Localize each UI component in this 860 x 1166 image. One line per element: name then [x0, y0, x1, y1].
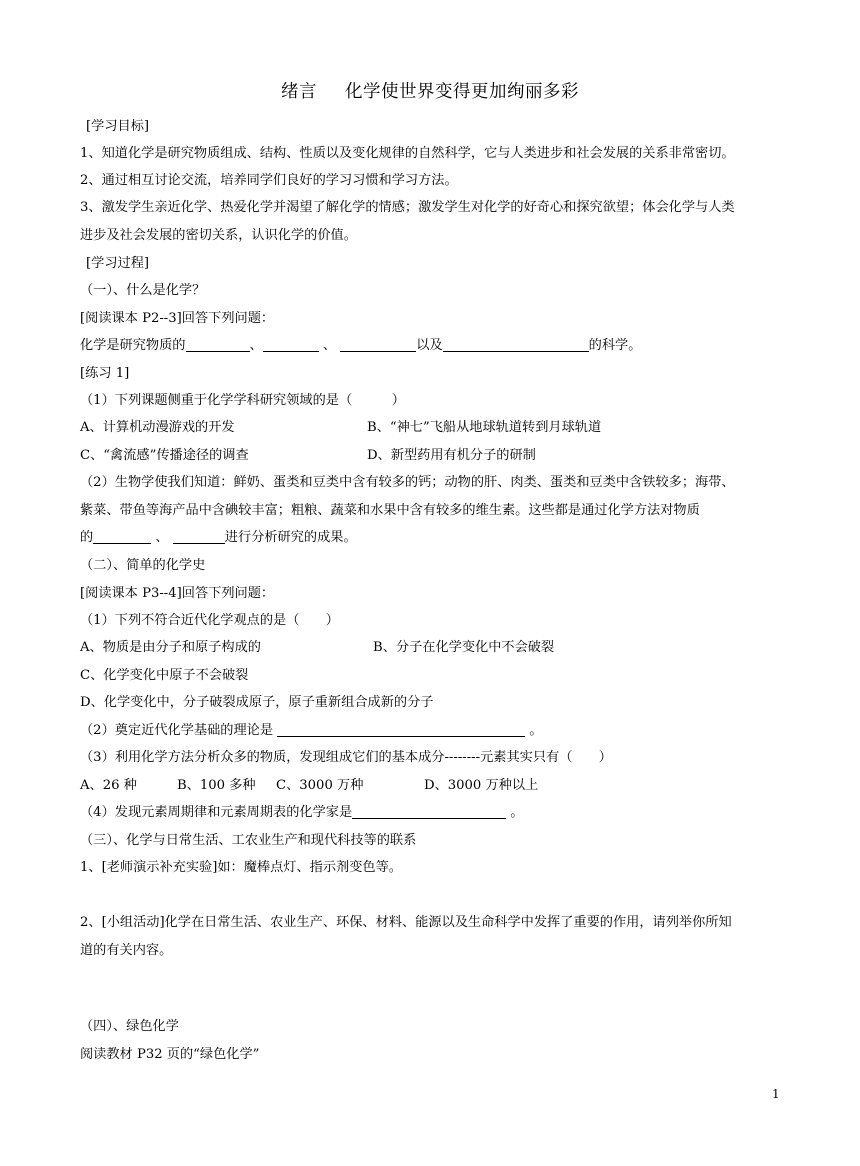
q2-text-pre: 的	[80, 530, 94, 545]
ex1-question-2-line-2: 紫菜、带鱼等海产品中含碘较丰富；粗粮、蔬菜和水果中含有较多的维生素。这些都是通过化学方法对物质	[80, 503, 700, 518]
fill-in-text-b: 以及	[416, 338, 443, 353]
fill-in-text-a: 化学是研究物质的	[80, 338, 186, 353]
title-main: 化学使世界变得更加绚丽多彩	[345, 82, 579, 102]
s2-q3-option-d: D、3000 万种以上	[424, 778, 539, 793]
blank-2[interactable]	[263, 336, 319, 352]
blank-4[interactable]	[443, 336, 589, 352]
process-heading: [学习过程]	[86, 256, 150, 271]
exercise-1-label: [练习 1]	[80, 366, 130, 381]
q2-sep: 、	[151, 530, 173, 545]
s2-question-4	[80, 803, 524, 823]
ex1-q1-option-b: B、“神七”飞船从地球轨道转到月球轨道	[367, 420, 602, 435]
s4-reading: 阅读教材 P32 页的“绿色化学”	[80, 1047, 260, 1062]
ex1-q1-option-d: D、新型药用有机分子的研制	[367, 448, 536, 463]
blank-3[interactable]	[340, 336, 416, 352]
s2-q1-option-c: C、化学变化中原子不会破裂	[80, 668, 249, 683]
ex1-q1-options-row-1	[80, 418, 602, 438]
ex1-question-1: （1）下列课题侧重于化学学科研究领域的是（ ）	[80, 393, 405, 408]
section-3-heading: （三）、化学与日常生活、工农业生产和现代科技等的联系	[80, 833, 417, 848]
ex1-q1-options-row-2	[80, 446, 536, 466]
q2-text-post: 进行分析研究的成果。	[224, 530, 357, 545]
s2-q2-text: （2）奠定近代化学基础的理论是	[80, 723, 278, 738]
s2-q1-option-a: A、物质是由分子和原子构成的	[80, 640, 261, 655]
section-1-reading: [阅读课本 P2--3]回答下列问题：	[80, 311, 275, 326]
blank-6[interactable]	[173, 528, 225, 544]
section-1-heading: （一）、什么是化学？	[80, 283, 206, 298]
section-2-reading: [阅读课本 P3--4]回答下列问题：	[80, 586, 275, 601]
fill-in-text-c: 的科学。	[588, 338, 642, 353]
goal-3-line-1: 3、激发学生亲近化学、热爱化学并渴望了解化学的情感；激发学生对化学的好奇心和探究欲望；体会化学与人类	[80, 200, 735, 215]
s2-q2-end: 。	[525, 723, 543, 738]
s2-question-1: （1）下列不符合近代化学观点的是（ ）	[80, 613, 339, 628]
s2-q1-options-row-1	[80, 638, 555, 658]
s2-q4-text: （4）发现元素周期律和元素周期表的化学家是	[80, 805, 353, 820]
ex1-q1-option-c: C、“禽流感”传播途径的调查	[80, 448, 249, 463]
s2-q4-end: 。	[506, 805, 524, 820]
s3-item-2-line-1: 2、[小组活动]化学在日常生活、农业生产、环保、材料、能源以及生命科学中发挥了重要的作用，请列举你所知	[80, 915, 732, 930]
ex1-question-2-line-1: （2）生物学使我们知道：鲜奶、蛋类和豆类中含有较多的钙；动物的肝、肉类、蛋类和豆类中含铁较多；海带、	[80, 475, 735, 490]
blank-7[interactable]	[277, 721, 525, 737]
s2-q1-option-b: B、分子在化学变化中不会破裂	[373, 640, 555, 655]
s3-item-2-line-2: 道的有关内容。	[80, 943, 173, 958]
s2-q3-option-c: C、3000 万种	[276, 778, 364, 793]
s2-q3-options	[80, 776, 539, 796]
ex1-q1-option-a: A、计算机动漫游戏的开发	[80, 420, 235, 435]
s3-item-1: 1、[老师演示补充实验]如：魔棒点灯、指示剂变色等。	[80, 860, 402, 875]
goals-heading: [学习目标]	[86, 119, 150, 134]
s2-q3-option-a: A、26 种	[80, 778, 137, 793]
section-4-heading: （四）、绿色化学	[80, 1019, 179, 1034]
page-title	[0, 78, 860, 103]
s2-question-2	[80, 721, 543, 741]
fill-in-sep-1: 、	[249, 338, 263, 353]
s2-q1-option-d: D、化学变化中，分子破裂成原子，原子重新组合成新的分子	[80, 695, 434, 710]
blank-8[interactable]	[352, 803, 506, 819]
goal-1: 1、知道化学是研究物质组成、结构、性质以及变化规律的自然科学，它与人类进步和社会发展的关系非常密切。	[80, 146, 735, 161]
blank-1[interactable]	[186, 336, 250, 352]
blank-5[interactable]	[93, 528, 151, 544]
section-2-heading: （二）、简单的化学史	[80, 558, 206, 573]
page-number: 1	[772, 1087, 780, 1101]
ex1-question-2-line-3	[80, 528, 357, 548]
title-prefix: 绪言	[281, 82, 317, 102]
goal-2: 2、通过相互讨论交流，培养同学们良好的学习习惯和学习方法。	[80, 173, 458, 188]
fill-in-sep-2: 、	[318, 338, 341, 353]
s2-question-3: （3）利用化学方法分析众多的物质，发现组成它们的基本成分--------元素其实只有（ ）	[80, 750, 612, 765]
s2-q3-option-b: B、100 多种	[177, 778, 256, 793]
goal-3-line-2: 进步及社会发展的密切关系，认识化学的价值。	[80, 228, 357, 243]
fill-in-question	[80, 336, 641, 356]
